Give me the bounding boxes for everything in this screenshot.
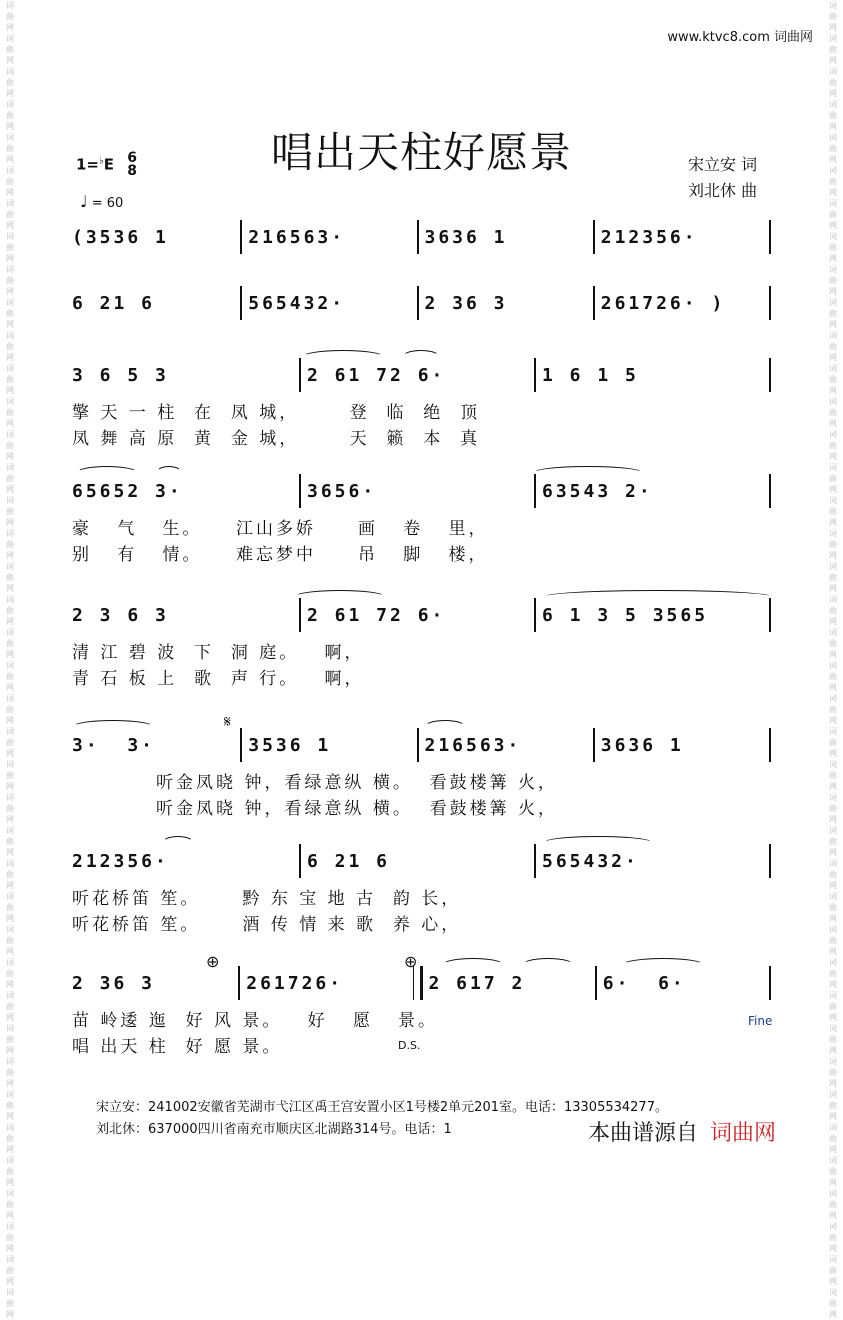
measure: 2 36 3 — [424, 292, 508, 314]
notes-line — [72, 846, 777, 876]
barline — [593, 286, 595, 320]
barline — [240, 220, 242, 254]
slur-mark — [542, 590, 774, 604]
measure: 6 21 6 — [307, 850, 391, 872]
barline — [593, 728, 595, 762]
barline-end — [769, 474, 771, 508]
barline — [534, 844, 536, 878]
barline — [417, 728, 419, 762]
score-row — [72, 288, 777, 328]
measure: 2 61 72 6· — [307, 364, 446, 386]
notes-line — [72, 730, 777, 760]
notes-line — [72, 222, 777, 252]
barline — [238, 966, 240, 1000]
slur-mark — [532, 466, 644, 480]
measure: 565432· — [248, 292, 346, 314]
notes-line — [72, 288, 777, 318]
quarter-note-icon: ♩ — [80, 192, 88, 211]
contact-composer: 刘北休：637000四川省南充市顺庆区北湖路314号。电话：1 — [96, 1122, 452, 1137]
slur-mark — [294, 590, 386, 604]
coda-icon: ⊕ — [206, 952, 220, 971]
measure: 63543 2· — [542, 480, 653, 502]
ds-mark: D.S. — [398, 1039, 421, 1052]
measure: 216563· — [424, 734, 522, 756]
barline-end — [769, 286, 771, 320]
measure: 261726· — [246, 972, 344, 994]
watermark-right: 词曲网词曲网词曲网词曲网词曲网词曲网词曲网词曲网词曲网词曲网词曲网词曲网词曲网词曲网词曲网词曲网词曲网词曲网词曲网词曲网词曲网词曲网词曲网词曲网词曲网词曲网词曲网词曲网词曲网词曲网词曲网词曲网词曲网词曲网词曲网词曲网词曲网词曲网词曲网词曲网 — [829, 1, 837, 1319]
time-top: 6 — [127, 150, 137, 166]
measure: 2 3 6 3 — [72, 604, 169, 626]
slur-mark — [402, 350, 440, 364]
barline-end — [769, 728, 771, 762]
lyric-line: 听金凤晓 钟，看绿意纵 横。 看鼓楼篝 火， — [72, 799, 559, 819]
barline — [240, 728, 242, 762]
lyric-line: 清 江 碧 波 下 洞 庭。 啊， — [72, 643, 365, 663]
measure: 1 6 1 5 — [542, 364, 639, 386]
lyric-line: 青 石 板 上 歌 声 行。 啊， — [72, 669, 365, 689]
lyric-line: 听花桥笛 笙。 黔 东 宝 地 古 韵 长， — [72, 889, 462, 909]
barline-end — [769, 844, 771, 878]
measure: 6 1 3 5 3565 — [542, 604, 709, 626]
barline — [534, 598, 536, 632]
measure: 565432· — [542, 850, 639, 872]
tempo-mark — [80, 192, 123, 211]
measure: 6 21 6 — [72, 292, 156, 314]
slur-mark — [424, 720, 466, 734]
barline — [299, 358, 301, 392]
key-prefix: 1= — [76, 155, 100, 174]
barline — [534, 358, 536, 392]
flat-symbol: ♭ — [99, 155, 104, 167]
slur-mark — [156, 466, 182, 480]
lyric-line: 听金凤晓 钟，看绿意纵 横。 看鼓楼篝 火， — [72, 773, 559, 793]
barline — [593, 220, 595, 254]
lyric-line: 唱 出天 柱 好 愿 景。 — [72, 1037, 283, 1057]
measure: 3 6 5 3 — [72, 364, 169, 386]
measure: 65652 3· — [72, 480, 183, 502]
notes-line — [72, 360, 777, 390]
barline — [413, 966, 423, 1000]
contact-lyricist: 宋立安：241002安徽省芜湖市弋江区禹王宫安置小区1号楼2单元201室。电话：13305534277。 — [96, 1100, 668, 1115]
lyric-line: 豪 气 生。 江山多娇 画 卷 里， — [72, 519, 489, 539]
measure: (3536 1 — [72, 226, 169, 248]
barline-end — [769, 966, 771, 1000]
measure: 2 61 72 6· — [307, 604, 446, 626]
lyricist: 宋立安 词 — [688, 155, 758, 174]
lyric-line: 擎 天 一 柱 在 凤 城， 登 临 绝 顶 — [72, 403, 481, 423]
lyric-line: 凤 舞 高 原 黄 金 城， 天 籁 本 真 — [72, 429, 481, 449]
slur-mark — [302, 350, 384, 364]
score-row — [72, 730, 777, 819]
barline — [299, 844, 301, 878]
barline-end — [769, 358, 771, 392]
notes-line — [72, 476, 777, 506]
segno-icon: 𝄋 — [224, 712, 231, 731]
slur-mark — [72, 720, 154, 734]
barline — [240, 286, 242, 320]
notes-line — [72, 600, 777, 630]
tempo-value: = 60 — [91, 196, 124, 211]
slur-mark — [622, 958, 704, 972]
score-row — [72, 476, 777, 565]
slur-mark — [162, 836, 194, 850]
measure: 6· 6· — [602, 972, 686, 994]
barline — [595, 966, 597, 1000]
measure: 212356· — [600, 226, 698, 248]
score-row — [72, 846, 777, 935]
score-row — [72, 600, 777, 689]
measure: 212356· — [72, 850, 169, 872]
time-bottom: 8 — [127, 163, 137, 179]
slur-mark — [442, 958, 504, 972]
barline-end — [769, 220, 771, 254]
key-name: E — [103, 155, 114, 174]
lyric-line: 听花桥笛 笙。 酒 传 情 来 歌 养 心， — [72, 915, 462, 935]
barline — [417, 220, 419, 254]
song-title: 唱出天柱好愿景 — [270, 128, 572, 178]
measure: 3536 1 — [248, 734, 332, 756]
score-row — [72, 222, 777, 262]
barline — [417, 286, 419, 320]
watermark-left: 词曲网词曲网词曲网词曲网词曲网词曲网词曲网词曲网词曲网词曲网词曲网词曲网词曲网词曲网词曲网词曲网词曲网词曲网词曲网词曲网词曲网词曲网词曲网词曲网词曲网词曲网词曲网词曲网词曲网词曲网词曲网词曲网词曲网词曲网词曲网词曲网词曲网词曲网词曲网词曲网 — [6, 1, 14, 1319]
fine-mark: Fine — [748, 1014, 773, 1028]
composer: 刘北休 曲 — [688, 181, 758, 200]
measure: 3636 1 — [600, 734, 684, 756]
measure: 216563· — [248, 226, 346, 248]
measure: 3656· — [307, 480, 377, 502]
coda-icon-2: ⊕ — [404, 952, 418, 971]
slur-mark — [76, 466, 138, 480]
slur-mark — [542, 836, 654, 850]
credits — [688, 152, 757, 204]
notes-line — [72, 968, 777, 998]
time-signature — [127, 152, 137, 178]
lyric-line: 苗 岭逶 迤 好 风 景。 好 愿 景。 — [72, 1011, 439, 1031]
measure: 3636 1 — [424, 226, 508, 248]
barline — [299, 474, 301, 508]
score-row — [72, 360, 777, 449]
measure: 2 36 3 — [72, 972, 156, 994]
source-credit — [588, 1116, 776, 1147]
site-url[interactable]: www.ktvc8.com 词曲网 — [667, 30, 813, 45]
key-signature — [76, 152, 137, 178]
source-brand[interactable]: 词曲网 — [710, 1121, 777, 1146]
measure: 2 617 2 — [428, 972, 526, 994]
measure: 3· 3· — [72, 734, 156, 756]
lyric-line: 别 有 情。 难忘梦中 吊 脚 楼， — [72, 545, 489, 565]
measure: 261726· ) — [600, 292, 726, 314]
slur-mark — [522, 958, 574, 972]
source-label: 本曲谱源自 — [588, 1121, 699, 1146]
contact-footer — [96, 1097, 668, 1141]
